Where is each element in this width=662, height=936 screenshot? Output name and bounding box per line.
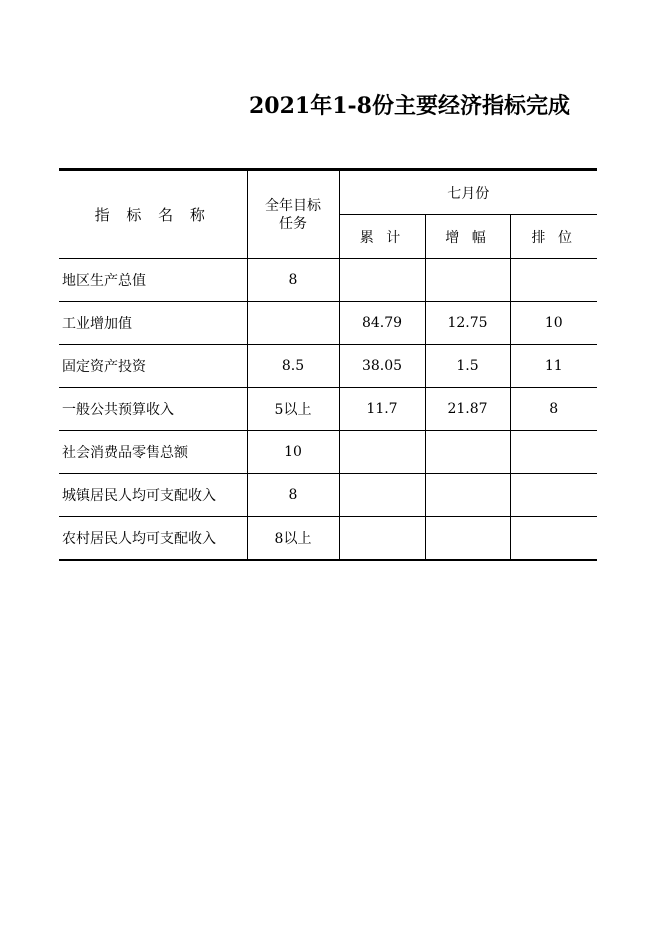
header-rank: 排 位 (510, 215, 597, 259)
row-name: 社会消费品零售总额 (59, 431, 247, 474)
header-annual-target (247, 170, 339, 259)
header-annual-target-line1: 全年目标 (265, 197, 321, 214)
header-growth: 增 幅 (425, 215, 510, 259)
row-rank: 11 (510, 345, 597, 388)
row-target: 8 (247, 474, 339, 517)
row-growth (425, 517, 510, 561)
row-cumulative: 38.05 (339, 345, 425, 388)
row-cumulative (339, 517, 425, 561)
row-growth: 21.87 (425, 388, 510, 431)
row-cumulative (339, 431, 425, 474)
row-growth (425, 431, 510, 474)
page-title: 2021年1-8份主要经济指标完成 (249, 93, 570, 119)
row-target (247, 302, 339, 345)
table-row (59, 302, 597, 345)
row-cumulative: 11.7 (339, 388, 425, 431)
header-row-1 (59, 170, 597, 215)
row-rank: 8 (510, 388, 597, 431)
indicator-table (59, 168, 597, 561)
row-growth: 1.5 (425, 345, 510, 388)
table-row (59, 345, 597, 388)
table-row (59, 517, 597, 561)
indicator-table-container (59, 168, 597, 562)
row-growth (425, 259, 510, 302)
row-rank (510, 474, 597, 517)
row-target: 8以上 (247, 517, 339, 561)
row-growth (425, 474, 510, 517)
row-name: 城镇居民人均可支配收入 (59, 474, 247, 517)
row-rank (510, 259, 597, 302)
table-row (59, 259, 597, 302)
row-target: 10 (247, 431, 339, 474)
row-name: 一般公共预算收入 (59, 388, 247, 431)
header-annual-target-line2: 任务 (279, 215, 307, 232)
header-month: 七月份 (339, 170, 597, 215)
table-row (59, 431, 597, 474)
row-rank (510, 517, 597, 561)
row-growth: 12.75 (425, 302, 510, 345)
row-name: 农村居民人均可支配收入 (59, 517, 247, 561)
header-cumulative: 累 计 (339, 215, 425, 259)
row-target: 8.5 (247, 345, 339, 388)
row-name: 地区生产总值 (59, 259, 247, 302)
row-target: 8 (247, 259, 339, 302)
row-rank (510, 431, 597, 474)
row-rank: 10 (510, 302, 597, 345)
row-cumulative (339, 474, 425, 517)
header-indicator-name: 指 标 名 称 (59, 170, 247, 259)
table-row (59, 474, 597, 517)
table-row (59, 388, 597, 431)
row-name: 工业增加值 (59, 302, 247, 345)
row-target: 5以上 (247, 388, 339, 431)
row-cumulative: 84.79 (339, 302, 425, 345)
row-name: 固定资产投资 (59, 345, 247, 388)
row-cumulative (339, 259, 425, 302)
